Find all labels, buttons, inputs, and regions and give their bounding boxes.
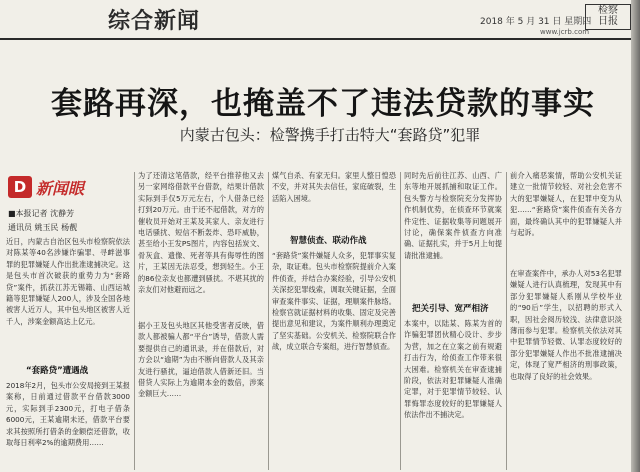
section-title: 综合新闻 [108, 9, 201, 34]
logo-line-2: 日报 [598, 16, 618, 27]
byline-reporter: ■本报记者 沈静芳 [8, 209, 75, 218]
column-badge [8, 174, 128, 200]
column-divider [400, 172, 401, 470]
article-headline: 套路再深，也掩盖不了违法贷款的事实 [51, 86, 595, 122]
article-column-4b: 本案中，以陆某、陈某为首的诈骗犯罪团伙精心设计、步步为营，加之在立案之前有规避打击行为，给侦查工作带来很大困难。检察机关在审查逮捕阶段，依法对犯罪嫌疑人准确定罪，对于犯罪情节较轻、认罪悔罪态度较好的犯罪嫌疑人依法作出不捕决定。 [404, 319, 502, 420]
article-column-1b: 2018年2月，包头市公安局接到王某报案称，日前通过借款平台借款3000元，实际到手2300元，打电子借条6000元，王某逾期未还，借款平台要求其按照所打借条的金额偿还借款，收取每日利率2%的逾期费用…… [6, 381, 130, 448]
header-rule [0, 38, 632, 40]
page-header [0, 0, 640, 40]
article-column-2b: 据小王及包头地区其他受害者反映，借款人都被骗人都“平台”诱导，借款人需要提供自己的通讯录，并在借款后，对方会以“逾期”为由不断向借款人及其亲友进行骚扰，逼迫借款人借新还旧。当借贷人实际上为逾期本金的数倍，涉案金额巨大…… [138, 321, 264, 399]
byline-correspondents: 通讯员 姚玉民 杨靓 [8, 223, 78, 232]
article-column-5b: 在审查案件中，承办人对53名犯罪嫌疑人进行认真梳理，发现其中有部分犯罪嫌疑人系刚从学校毕业的“90后”学生，以招聘的形式入职，因社会阅历较浅、法律意识淡薄而参与犯罪。检察机关依法对其中犯罪情节轻微、认罪态度较好的部分犯罪嫌疑人作出不批准逮捕决定，体现了宽严相济的刑事政策，也取得了良好的社会效果。 [510, 269, 622, 381]
article-column-3: 煤气自杀、有家无归。家里人整日惶恐不安，并对其失去信任，家庭破裂，生活陷入困境。 [272, 171, 396, 203]
article-column-4: 同时先后前往江苏、山西、广东等地开展抓捕和取证工作。包头警方与检察院充分发挥协作机制优势，在侦查环节就案件定性、证据收集等问题展开讨论，确保案件侦查方向准确、证据扎实，并于5月上旬提请批准逮捕。 [404, 171, 502, 260]
badge-label: 新闻眼 [36, 179, 85, 198]
article-subheadline: 内蒙古包头：检警携手打击特大“套路贷”犯罪 [179, 126, 481, 144]
logo-line-1: 检察 [598, 5, 618, 16]
column-divider [134, 172, 135, 470]
article-column-5: 前介入痛恶案情，帮助公安机关证建立一批情节较轻、对社会危害不大的犯罪嫌疑人，在犯罪中变为从犯……“套路贷”案件侦查有关各方面，最终确认其中的犯罪嫌疑人并与起诉。 [510, 171, 622, 238]
article-column-2: 为了还清这笔借款，经平台推荐他又去另一家网络借款平台借款，结果计借款实际到手仅5万元左右，个人借条已经打到20万元。由于还不起借款，对方的催收员开始对王某及其家人、亲友进行电话骚扰、短信不断轰炸、恐吓威胁，甚至给小王发PS图片，内容包括炭文、骨灰盒、遗像、死者等具有侮辱性的图片，王某因无法忍受，想到轻生。小王的86位亲友也都遭到骚扰。不堪其扰的亲友们对他避而远之。 [138, 171, 264, 295]
newspaper-logo [585, 4, 631, 30]
page-edge-shadow [631, 0, 640, 472]
column-divider [268, 172, 269, 470]
subhead-3: 把关引导、宽严相济 [412, 304, 489, 314]
column-divider [506, 172, 507, 470]
issue-date: 2018 年 5 月 31 日 星期四 [480, 17, 592, 27]
badge-logo-icon: D [8, 176, 32, 198]
website-url: www.jcrb.com [540, 28, 590, 36]
article-column-3b: “套路贷”案件嫌疑人众多，犯罪事实复杂，取证难。包头市检察院提前介入案件侦查，并结合办案经验，引导公安机关深挖犯罪线索，调取关键证据，全面审查案件事实、证据，理顺案件脉络。检察官就证据材料的收集、固定及完善提出意见和建议，为案件顺利办理奠定了坚实基础。公安机关、检察院联合作战，成立联合专案组，进行智慧侦查。 [272, 251, 396, 352]
subhead-2: 智慧侦查、联动作战 [290, 236, 367, 246]
article-column-1: 近日，内蒙古自治区包头市检察院依法对陈某等40名涉嫌诈骗罪、寻衅滋事罪的犯罪嫌疑人作出批准逮捕决定。这是包头市首次破获的重势力为“套路贷”案件，抓获江苏无锡籍、山西运城籍等犯罪嫌疑人200人，涉及全国各地被害人近万人，其中包头地区被害人近千人，涉案金额高达上亿元。 [6, 237, 130, 326]
subhead-1: “套路贷”遭遇战 [26, 366, 89, 376]
